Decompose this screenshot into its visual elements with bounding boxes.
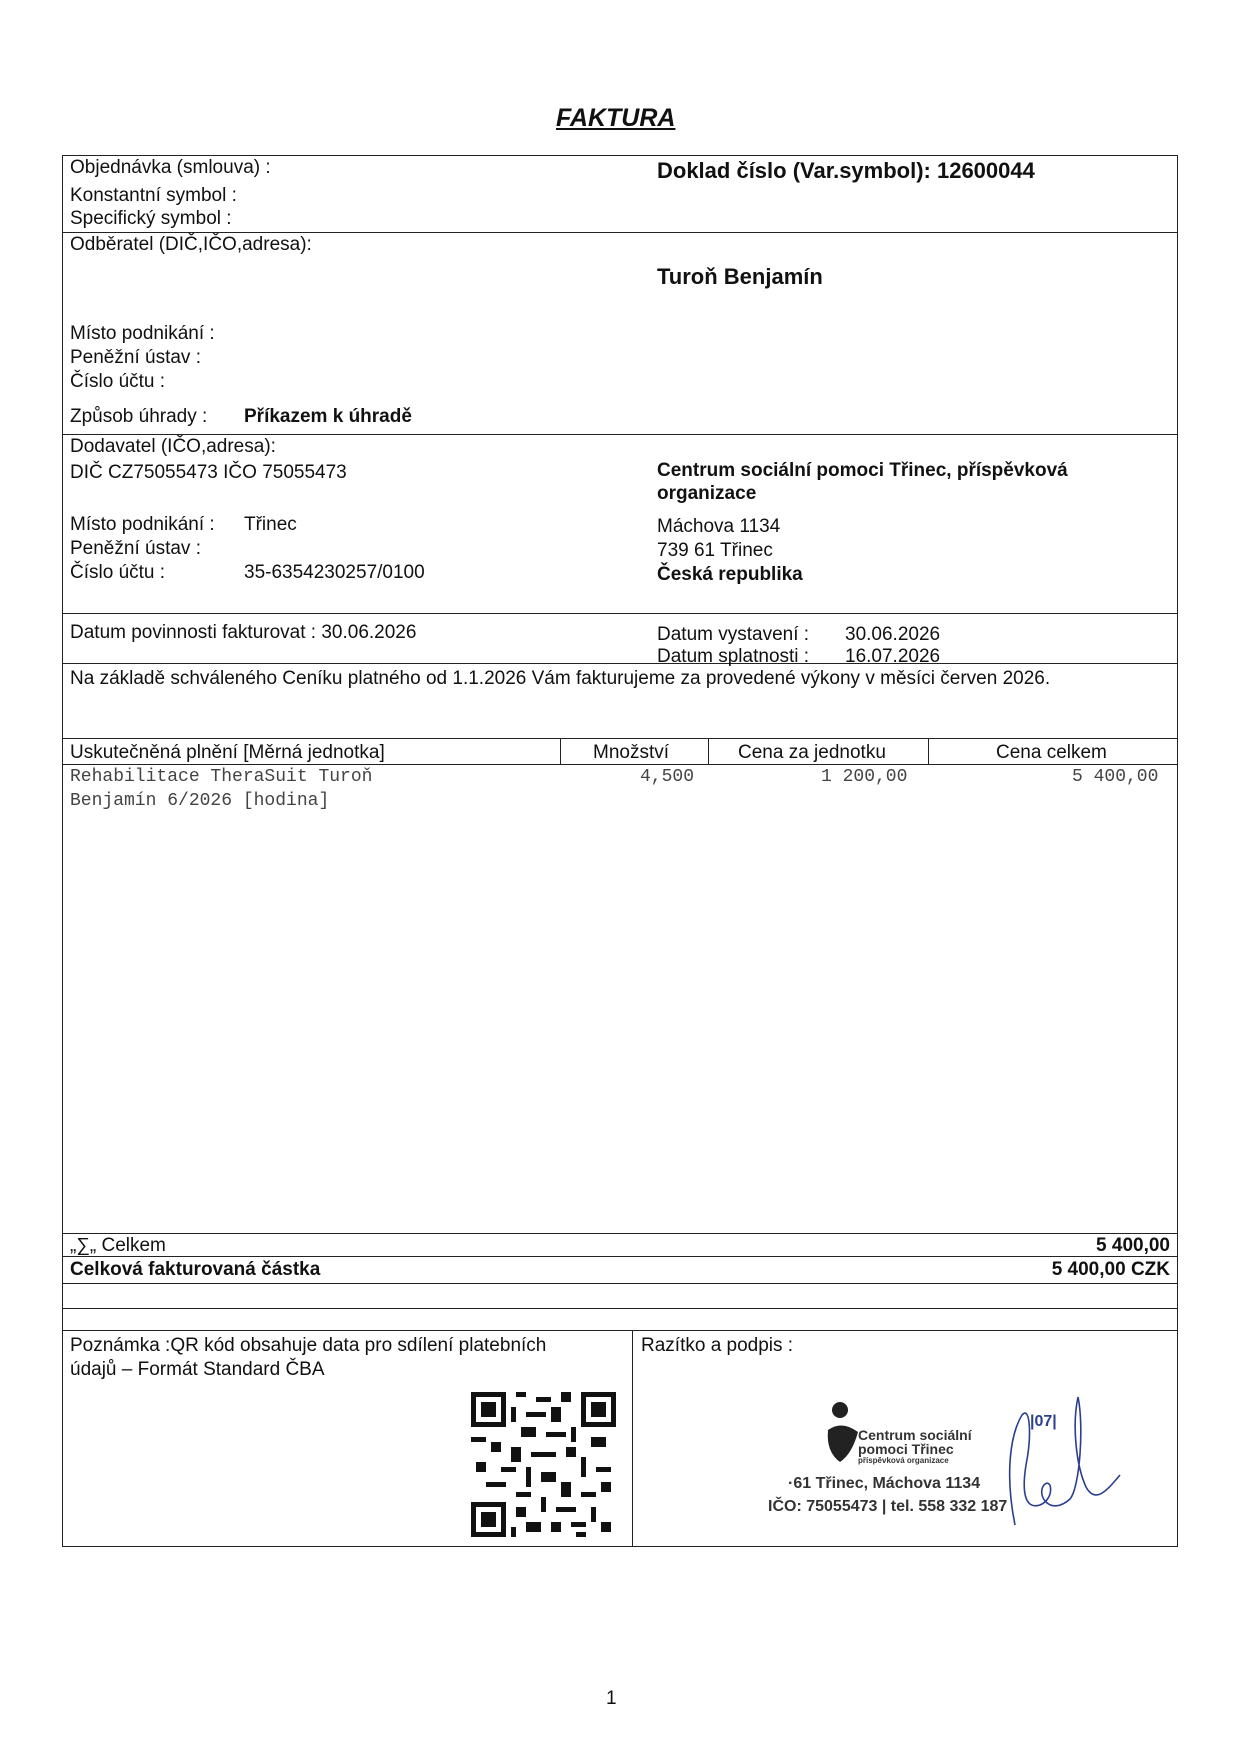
stamp-label: Razítko a podpis : <box>641 1335 794 1356</box>
customer-place-label: Místo podnikání : <box>70 323 215 344</box>
table-header-total: Cena celkem <box>996 742 1107 763</box>
table-header-description: Uskutečněná plnění [Měrná jednotka] <box>70 742 385 763</box>
supplier-section-label: Dodavatel (IČO,adresa): <box>70 436 276 457</box>
totals-middle <box>62 1256 1178 1257</box>
intro-text: Na základě schváleného Ceníku platného od 1.1.2026 Vám fakturujeme za provedené výkony v měsíci červen 2026. <box>70 668 1051 689</box>
signature-icon <box>980 1395 1140 1535</box>
footer-top <box>62 1330 1178 1331</box>
note-line1: Poznámka :QR kód obsahuje data pro sdílení platebních <box>70 1335 547 1356</box>
table-header-quantity: Množství <box>593 742 670 763</box>
frame-right <box>1177 155 1178 1546</box>
frame-bottom <box>62 1546 1178 1547</box>
table-header-top <box>62 738 1178 739</box>
supplier-name-line1: Centrum sociální pomoci Třinec, příspěvková <box>657 460 1068 481</box>
issued-date: 30.06.2026 <box>845 624 941 645</box>
page-number: 1 <box>606 1688 617 1709</box>
order-label: Objednávka (smlouva) : <box>70 157 271 178</box>
qr-code <box>471 1392 616 1537</box>
due-date-label: Datum splatnosti : <box>657 646 810 667</box>
table-col-divider-3 <box>928 738 929 764</box>
table-col-divider-1 <box>560 738 561 764</box>
stamp <box>760 1395 1140 1535</box>
sum-label: „∑„ Celkem <box>70 1235 166 1256</box>
table-header-bottom <box>62 764 1178 765</box>
divider-symbols <box>62 232 1178 233</box>
supplier-place-label: Místo podnikání : <box>70 514 215 535</box>
note-line2: údajů – Formát Standard ČBA <box>70 1359 325 1380</box>
invoiced-amount-label: Celková fakturovaná částka <box>70 1259 321 1280</box>
stamp-line5: IČO: 75055473 | tel. 558 332 187 <box>768 1498 1008 1515</box>
supplier-city: 739 61 Třinec <box>657 540 773 561</box>
footer-divider <box>632 1330 633 1546</box>
stamp-line3: příspěvková organizace <box>858 1456 949 1465</box>
supplier-bank-label: Peněžní ústav : <box>70 538 201 559</box>
document-number: Doklad číslo (Var.symbol): 12600044 <box>657 158 1035 183</box>
table-row-quantity: 4,500 <box>640 767 695 787</box>
stamp-line2: pomoci Třinec <box>858 1441 954 1457</box>
supplier-account: 35-6354230257/0100 <box>244 562 425 583</box>
taxable-date: Datum povinnosti fakturovat : 30.06.2026 <box>70 622 417 643</box>
supplier-country: Česká republika <box>657 564 803 585</box>
stamp-line4: ·61 Třinec, Máchova 1134 <box>788 1475 981 1492</box>
table-col-divider-2 <box>708 738 709 764</box>
customer-name: Turoň Benjamín <box>657 264 823 289</box>
invoice-title: FAKTURA <box>556 104 676 132</box>
customer-bank-label: Peněžní ústav : <box>70 347 201 368</box>
divider-dates <box>62 663 1178 664</box>
payment-method: Příkazem k úhradě <box>244 406 412 427</box>
supplier-name-line2: organizace <box>657 483 757 504</box>
frame-top <box>62 155 1178 156</box>
specific-symbol-label: Specifický symbol : <box>70 208 232 229</box>
invoiced-amount-value: 5 400,00 CZK <box>1051 1259 1170 1280</box>
supplier-place: Třinec <box>244 514 297 535</box>
due-date: 16.07.2026 <box>845 646 941 667</box>
customer-section-label: Odběratel (DIČ,IČO,adresa): <box>70 234 312 255</box>
constant-symbol-label: Konstantní symbol : <box>70 185 237 206</box>
stamp-line1: Centrum sociální <box>858 1427 972 1443</box>
table-row-description-line2: Benjamín 6/2026 [hodina] <box>70 791 330 811</box>
table-row-total: 5 400,00 <box>1072 767 1159 787</box>
supplier-ids: DIČ CZ75055473 IČO 75055473 <box>70 462 347 483</box>
table-row-description-line1: Rehabilitace TheraSuit Turoň <box>70 767 373 787</box>
divider-customer <box>62 434 1178 435</box>
supplier-street: Máchova 1134 <box>657 516 781 537</box>
customer-account-label: Číslo účtu : <box>70 371 166 392</box>
issued-date-label: Datum vystavení : <box>657 624 810 645</box>
supplier-account-label: Číslo účtu : <box>70 562 166 583</box>
sum-value: 5 400,00 <box>1096 1235 1170 1256</box>
table-row-unit-price: 1 200,00 <box>821 767 908 787</box>
payment-method-label: Způsob úhrady : <box>70 406 208 427</box>
frame-left <box>62 155 63 1546</box>
divider-supplier <box>62 613 1178 614</box>
stamp-signature-mark: |07| <box>1030 1413 1057 1430</box>
table-header-unit-price: Cena za jednotku <box>738 742 886 763</box>
totals-bottom <box>62 1283 1178 1284</box>
totals-top <box>62 1233 1178 1234</box>
footer-spacer-top <box>62 1308 1178 1309</box>
